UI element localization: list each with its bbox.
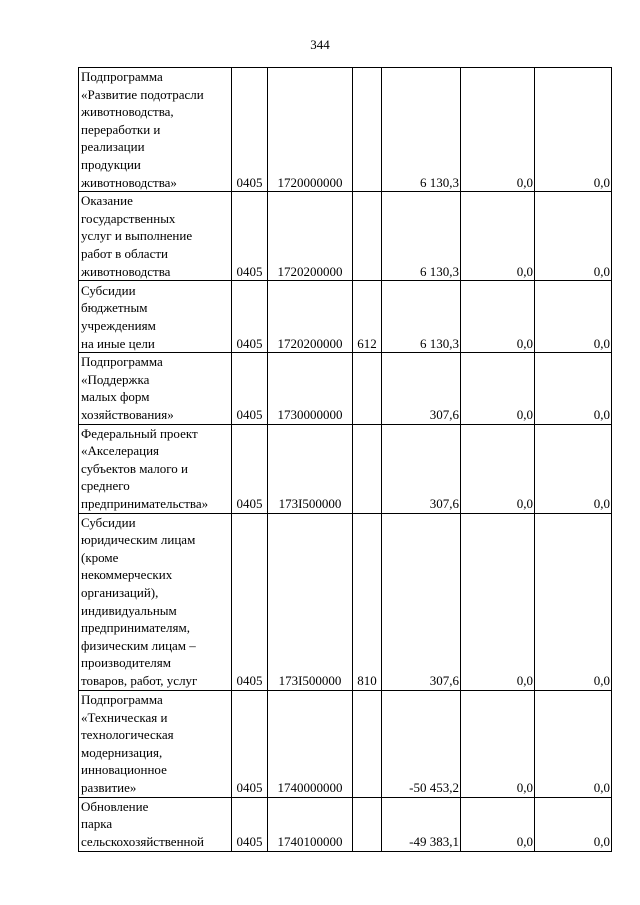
table-row [79, 513, 612, 690]
row-amount-3: 0,0 [535, 797, 612, 851]
row-target-code: 1740100000 [268, 797, 353, 851]
page-number: 344 [310, 37, 330, 52]
budget-table [78, 67, 612, 852]
row-amount-2: 0,0 [461, 513, 535, 690]
row-amount-1: 6 130,3 [382, 68, 461, 192]
row-name: Федеральный проект «Акселерация субъектов малого и среднего предпринимательства» [79, 424, 232, 513]
row-amount-2: 0,0 [461, 797, 535, 851]
row-amount-1: 307,6 [382, 353, 461, 424]
row-name: Субсидии юридическим лицам (кроме некоммерческих организаций), индивидуальным предпринимателям, физическим лицам – производителям товаров, работ, услуг [79, 513, 232, 690]
row-expense-type [353, 690, 382, 797]
row-expense-type [353, 797, 382, 851]
row-name: Обновление парка сельскохозяйственной [79, 797, 232, 851]
row-amount-3: 0,0 [535, 353, 612, 424]
row-amount-2: 0,0 [461, 424, 535, 513]
table-row [79, 424, 612, 513]
table-row [79, 192, 612, 281]
row-name: Оказание государственных услуг и выполнение работ в области животноводства [79, 192, 232, 281]
row-section: 0405 [232, 797, 268, 851]
row-expense-type [353, 192, 382, 281]
row-target-code: 1730000000 [268, 353, 353, 424]
row-target-code: 1720000000 [268, 68, 353, 192]
row-amount-1: 307,6 [382, 424, 461, 513]
row-target-code: 1720200000 [268, 281, 353, 353]
row-expense-type: 612 [353, 281, 382, 353]
row-section: 0405 [232, 68, 268, 192]
row-expense-type [353, 353, 382, 424]
row-name: Подпрограмма «Поддержка малых форм хозяйствования» [79, 353, 232, 424]
row-target-code: 1720200000 [268, 192, 353, 281]
row-name: Подпрограмма «Развитие подотрасли животноводства, переработки и реализации продукции животноводства» [79, 68, 232, 192]
row-amount-1: -49 383,1 [382, 797, 461, 851]
row-amount-2: 0,0 [461, 192, 535, 281]
row-amount-2: 0,0 [461, 353, 535, 424]
table-row [79, 690, 612, 797]
row-amount-1: 6 130,3 [382, 281, 461, 353]
row-amount-2: 0,0 [461, 68, 535, 192]
table-row [79, 68, 612, 192]
row-amount-3: 0,0 [535, 690, 612, 797]
row-section: 0405 [232, 192, 268, 281]
row-section: 0405 [232, 424, 268, 513]
row-name: Субсидии бюджетным учреждениям на иные цели [79, 281, 232, 353]
row-amount-3: 0,0 [535, 424, 612, 513]
row-amount-1: 307,6 [382, 513, 461, 690]
row-target-code: 173I500000 [268, 424, 353, 513]
row-amount-2: 0,0 [461, 690, 535, 797]
row-amount-3: 0,0 [535, 281, 612, 353]
row-section: 0405 [232, 281, 268, 353]
row-target-code: 1740000000 [268, 690, 353, 797]
row-section: 0405 [232, 353, 268, 424]
row-expense-type [353, 68, 382, 192]
row-amount-1: 6 130,3 [382, 192, 461, 281]
row-section: 0405 [232, 690, 268, 797]
row-section: 0405 [232, 513, 268, 690]
row-amount-3: 0,0 [535, 68, 612, 192]
row-target-code: 173I500000 [268, 513, 353, 690]
row-expense-type: 810 [353, 513, 382, 690]
row-name: Подпрограмма «Техническая и технологическая модернизация, инновационное развитие» [79, 690, 232, 797]
row-amount-1: -50 453,2 [382, 690, 461, 797]
table-row [79, 353, 612, 424]
row-amount-3: 0,0 [535, 192, 612, 281]
row-expense-type [353, 424, 382, 513]
row-amount-3: 0,0 [535, 513, 612, 690]
row-amount-2: 0,0 [461, 281, 535, 353]
table-row [79, 797, 612, 851]
table-row [79, 281, 612, 353]
